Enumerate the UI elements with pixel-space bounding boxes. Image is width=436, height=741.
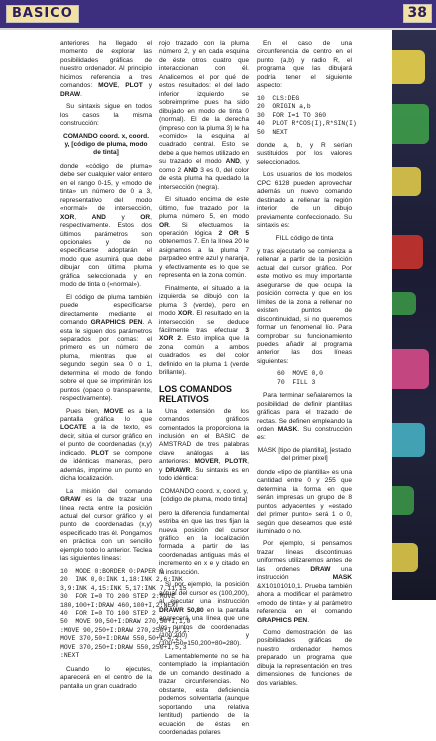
paragraph: Una extensión de los comandos gráficos comentados la proporciona la inclusión en el BASIC de AMSTRAD de tres palabras clave análogas a las anteriores: MOVER, PLOTR, y DRAWR. Su sintaxis es en todo idéntica:	[159, 407, 249, 483]
paragraph: Finalmente, el situado a la izquierda se dibujó con la pluma 3 (verde), pero en modo XOR. El resultado en la intersección se deduce fácilmente tras efectuar 3 XOR 2. Esto implica que la zona común a ambos cuadrados es del color definido en la pluma 1 (verde brillante).	[159, 284, 250, 377]
photo-color-band	[392, 423, 425, 457]
section-heading: LOS COMANDOS RELATIVOS	[159, 383, 232, 404]
paragraph: anteriores ha llegado el momento de explorar las posibilidades gráficas de nuestro ordenador. Al principio hicimos referencia a tres comandos: MOVE, PLOT y DRAW.	[60, 40, 152, 98]
paragraph: Si por ejemplo, la posición actual del cursor es (100,200), al ejecutar una instrucción DRAWR 50,80 en la pantalla aparecerá una línea que une los puntos de coordenadas (100,200) y (100+50=150,200+80=280).	[159, 581, 250, 648]
photo-color-band	[392, 292, 416, 315]
syntax-block: COMANDO coord. x, coord. y, [código de pluma, modo tinta]	[159, 487, 249, 504]
syntax-block: FILL código de tinta	[275, 234, 334, 242]
paragraph: En el caso de una circunferencia de centro en el punto (a,b) y radio R, el programa que las dibujará podría tener el siguiente aspecto:	[257, 40, 352, 90]
paragraph: donde «código de pluma» debe ser cualquier valor entero en el rango 0-15, y «modo de tinta» un número de 0 a 3, representativo del modo «normal» de intersección, XOR, AND y OR, respectivamente. Estos dos últimos parámetros son opcionales y de no especificarse adoptarán el modo que asumirá que debe dibujar con última pluma gráfica seleccionada y en modo de tinta o («normal»).	[60, 162, 152, 289]
page-number: 38	[403, 4, 432, 23]
paragraph: donde «tipo de plantilla» es una cantidad entre 0 y 255 que determina la forma en que serán impresas un grupo de 8 puntos adyacentes y «estado del primer punto» será 1 o 0, según que deseamos que esté iluminado o no.	[257, 468, 352, 536]
section-label: BASICO	[6, 5, 79, 23]
photo-color-band	[392, 543, 418, 572]
paragraph: Como demostración de las posibilidades gráficas de nuestro ordenador hemos preparado un programa que dibuja la representación en tres dimensiones de funciones de dos variables.	[257, 629, 352, 687]
text-column-3	[257, 40, 357, 692]
code-listing: 60 MOVE 0,0 70 FILL 3	[277, 370, 324, 386]
paragraph: y tras ejecutarlo se comienza a rellenar a partir de la posición actual del cursor gráfico. Por este motivo es muy importante asegurarse de que ocupa la posición correcta y que en los límites de la zona a rellenar no existen puntos de discontinuidad, si no queremos formar un fenomenal lío. Para comprobar su funcionamiento puedes añadir al programa anterior las dos líneas siguientes:	[257, 247, 352, 365]
paragraph: El situado encima de este último, fue trazado por la pluma número 5, en modo OR. Si efectuamos la operación lógica 2 OR 5 obtenemos 7. En la línea 20 le asignamos a la pluma 7 parpadeo entre azul y naranja, y efectivamente es lo que se representa en la zona común.	[159, 196, 249, 280]
paragraph: pero la diferencia fundamental estriba en que las tres fijan la nueva posición del cursor gráfico en la localización formada a partir de las coordenadas antiguas más el incremento en x e y citado en la instrucción.	[159, 509, 249, 576]
photo-color-band	[392, 235, 423, 269]
screen-photo	[392, 30, 436, 600]
paragraph: Los usuarios de los modelos CPC 6128 pueden aprovechar además un nuevo comando destinado a rellenar la región interior de un dibujo previamente confeccionado. Su sintaxis es:	[257, 171, 352, 230]
paragraph: Para terminar señalaremos la posibilidad de definir plantillas gráficas para el trazado de rectas. Se definen empleando la orden MASK. Su construcción es:	[257, 392, 352, 442]
syntax-block: MASK [tipo de plantilla], [estado del primer pixel]	[257, 446, 352, 463]
photo-color-band	[392, 486, 414, 515]
text-column-2	[159, 40, 249, 741]
photo-color-band	[392, 104, 429, 144]
syntax-block: COMANDO coord. x, coord. y, [código de pluma, modo de tinta]	[62, 132, 150, 157]
paragraph: donde a, b, y R serían sustituidos por los valores seleccionados.	[257, 141, 352, 166]
code-listing: 10 MODE 0:BORDER 0:PAPER 0 20 INK 0,0:INK 1,18:INK 2,6:INK 3,9:INK 4,15:INK 5,17:INK 7,11,15 30 FOR I=0 TO 200 STEP 2:MOVE 180,100+I:DRAW 460,100+I,2:NEXT 40 FOR I=0 TO 100 STEP 2 50 MOVE 90,50+I:DRAW 270,50+I,1,0 :MOVE 90,250+I:DRAW 270,250+I,3,1: MOVE 370,50+I:DRAW 550,50+I,4,2: MOVE 370,250+I:DRAW 550,250+I,5,3 :NEXT	[60, 567, 191, 660]
photo-color-band	[392, 349, 429, 389]
page-header	[0, 0, 436, 30]
paragraph: rojo trazado con la pluma número 2, y en cada esquina de éste otros cuatro que interaccionan con él. Analicemos el por qué de estos resultados: el del lado inferior izquierdo se sobreimprime pues ha sido dibujado en modo de tinta 0 (normal). El de la derecha (impreso con la pluma 3) le ha «comido» la esquina al cuadrado central. Esto se debe a que hemos utilizado en su trazado el modo AND, y como 2 AND 3 es 0, del color de esta pluma ha quedado la intersección (negra).	[159, 40, 249, 191]
paragraph: Cuando lo ejecutes, aparecerá en el centro de la pantalla un gran cuadrado	[60, 665, 152, 690]
paragraph: Por ejemplo, si pensamos trazar líneas discontinuas uniformes utilizaremos antes de las ordenes DRAW una instrucción MASK &X10101010,1. Prueba también ahora a modificar el parámetro «modo de tinta» y al parámetro referencia en el comando GRAPHICS PEN.	[257, 540, 352, 624]
paragraph: Su sintaxis sigue en todos los casos la misma construcción:	[60, 103, 152, 128]
paragraph: El código de pluma también puede especificarse directamente mediante el comando GRAPHICS PEN. A esta le siguen dos parámetros separados por comas: el primero es un número de pluma, mientras que el segundo según sea 0 o 1, determina el modo de fondo sobre el que se imprimirán los puntos (opaco o transparente, respectivamente).	[60, 293, 152, 403]
text-column-1	[60, 40, 191, 695]
paragraph: La misión del comando GRAW es la de trazar una línea recta entre la posición actual del cursor gráfico y el punto de coordenadas (x,y) especificado tras él. Pongamos en práctica con un sencillo ejemplo todo lo anterior. Teclea las siguientes líneas:	[60, 487, 152, 563]
photo-color-band	[392, 50, 425, 84]
photo-color-band	[392, 167, 421, 196]
code-listing: 10 CLS:DEG 20 ORIGIN a,b 30 FOR I=1 TO 360 40 PLOT R*COS(I),R*SIN(I) 50 NEXT	[257, 94, 357, 136]
paragraph: Lamentablemente no se ha contemplado la implantación de un comando destinado a trazar circunferencias. No obstante, esta deficiencia podemos solventarla (aunque soportando una relativa lentitud) partiendo de la ecuación de éstas en coordenadas polares	[159, 652, 249, 736]
paragraph: Pues bien, MOVE es a la pantalla gráfica lo que LOCATE a la de texto, es decir, sitúa el cursor gráfico en el punto de coordenadas (x,y) indicado. PLOT se compone de idénticas maneras, pero además, imprime un punto en dicha localización.	[60, 407, 152, 483]
